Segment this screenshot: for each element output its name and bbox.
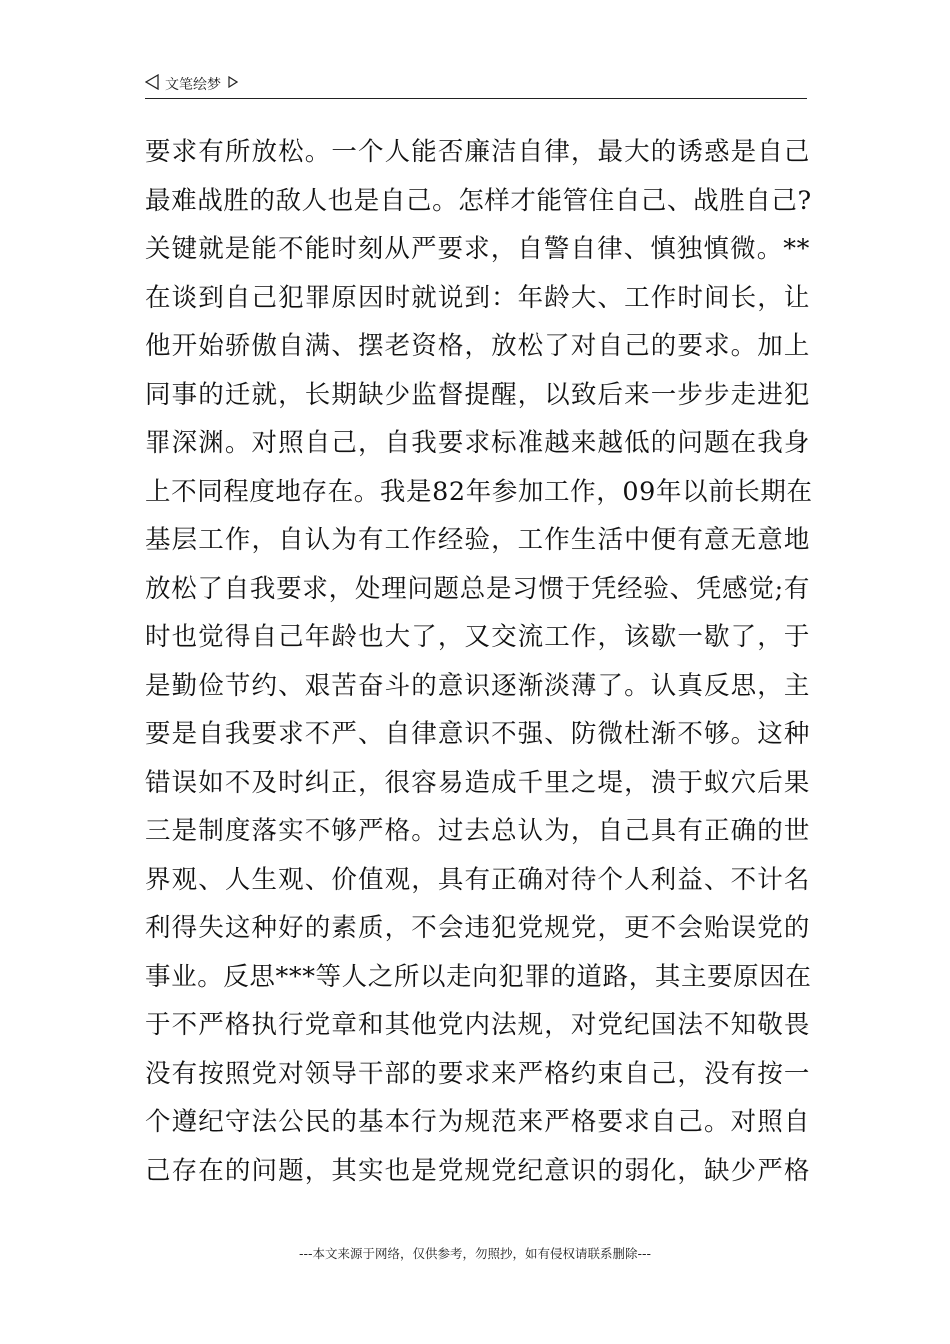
body-line: 个遵纪守法公民的基本行为规范来严格要求自己。对照自 (145, 1107, 810, 1137)
body-line: 放松了自我要求，处理问题总是习惯于凭经验、凭感觉;有 (145, 573, 810, 604)
body-line: 三是制度落实不够严格。过去总认为，自己具有正确的世 (145, 816, 810, 846)
body-line: 利得失这种好的素质，不会违犯党规党，更不会贻误党的 (145, 913, 810, 943)
body-line: 时也觉得自己年龄也大了，又交流工作，该歇一歇了，于 (145, 622, 810, 652)
body-line: 关键就是能不能时刻从严要求，自警自律、慎独慎微。** (145, 234, 810, 264)
body-line: 要求有所放松。一个人能否廉洁自律，最大的诱惑是自己 (145, 137, 810, 167)
body-line: 在谈到自己犯罪原因时就说到：年龄大、工作时间长，让 (145, 282, 810, 313)
body-line: 事业。反思***等人之所以走向犯罪的道路，其主要原因在 (145, 961, 812, 992)
body-line: 己存在的问题，其实也是党规党纪意识的弱化，缺少严格 (145, 1155, 810, 1186)
body-line: 错误如不及时纠正，很容易造成千里之堤，溃于蚁穴后果 (145, 767, 810, 798)
body-line: 没有按照党对领导干部的要求来严格约束自己，没有按一 (145, 1058, 810, 1089)
body-line: 于不严格执行党章和其他党内法规，对党纪国法不知敬畏 (145, 1010, 810, 1040)
body-line: 是勤俭节约、艰苦奋斗的意识逐渐淡薄了。认真反思，主 (145, 670, 810, 701)
document-body (145, 128, 813, 1195)
body-line: 基层工作，自认为有工作经验，工作生活中便有意无意地 (145, 525, 810, 555)
body-line: 罪深渊。对照自己，自我要求标准越来越低的问题在我身 (145, 428, 810, 458)
triangle-left-icon (145, 74, 159, 94)
body-line: 要是自我要求不严、自律意识不强、防微杜渐不够。这种 (145, 719, 810, 749)
page-header (145, 72, 807, 99)
body-line: 上不同程度地存在。我是82年参加工作，09年以前长期在 (145, 476, 813, 507)
body-line: 他开始骄傲自满、摆老资格，放松了对自己的要求。加上 (145, 331, 810, 361)
body-line: 界观、人生观、价值观，具有正确对待个人利益、不计名 (145, 864, 810, 895)
body-line: 最难战胜的敌人也是自己。怎样才能管住自己、战胜自己? (145, 185, 812, 216)
footer-disclaimer: ---本文来源于网络，仅供参考，勿照抄，如有侵权请联系删除--- (298, 1246, 652, 1261)
header-brand: 文笔绘梦 (165, 77, 221, 93)
body-line: 同事的迁就，长期缺少监督提醒，以致后来一步步走进犯 (145, 379, 810, 410)
triangle-right-icon (228, 76, 238, 92)
header-brand-group (145, 74, 238, 94)
